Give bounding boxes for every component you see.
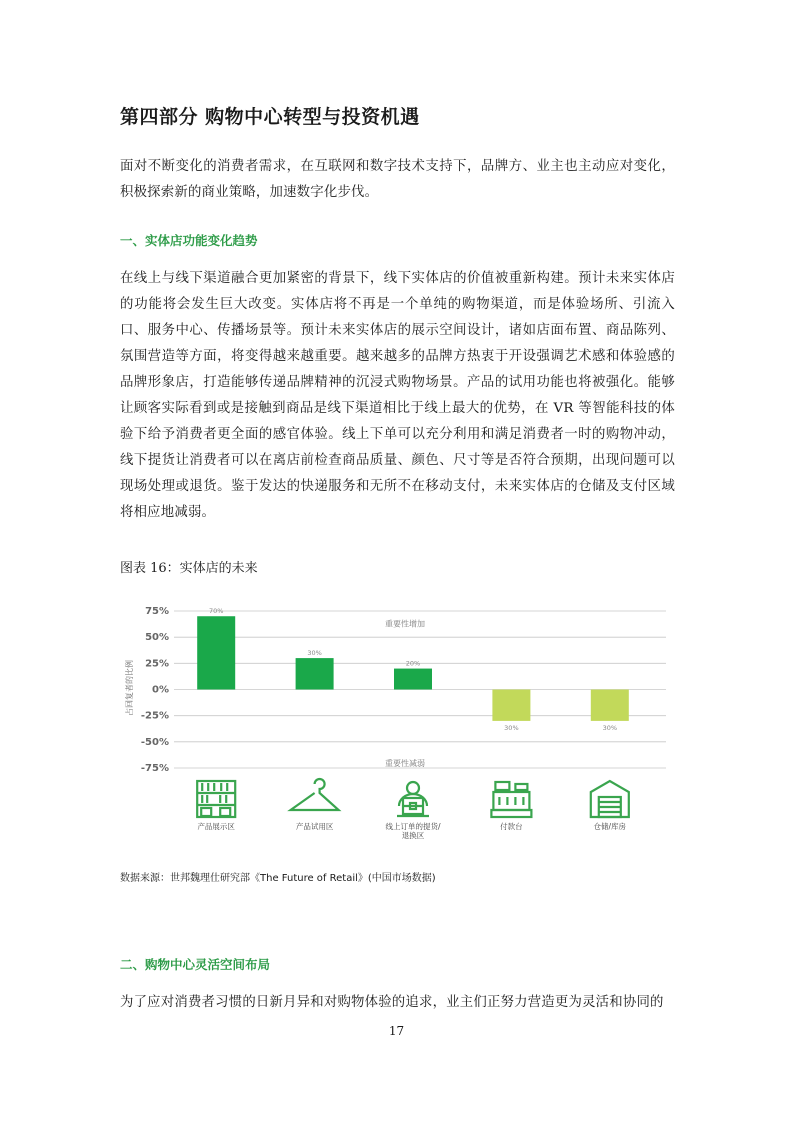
category-label: 退换区 (401, 831, 425, 840)
bar-2 (296, 658, 334, 689)
bar-4 (492, 690, 530, 721)
y-tick-label: 25% (145, 658, 169, 670)
y-tick-label: 50% (145, 632, 169, 644)
y-tick-label: 0% (152, 684, 169, 696)
figure-caption: 图表 16：实体店的未来 (120, 561, 258, 576)
data-label: 30% (307, 649, 322, 658)
future-of-store-chart (110, 596, 680, 846)
category-label: 产品展示区 (197, 822, 235, 831)
cash-register-icon (491, 782, 531, 817)
data-label: 20% (405, 659, 421, 668)
hanger-icon (291, 779, 339, 810)
data-source: 数据来源：世邦魏理仕研究部《The Future of Retail》(中国市场数据) (120, 873, 436, 884)
section-2-title: 二、购物中心灵活空间布局 (120, 957, 271, 972)
bar-3 (394, 669, 432, 690)
page-number: 17 (388, 1024, 405, 1038)
data-label: 30% (602, 723, 618, 732)
y-tick-label: -50% (140, 736, 169, 748)
y-tick-label: 75% (145, 606, 169, 617)
page-heading: 第四部分 购物中心转型与投资机遇 (120, 106, 420, 128)
category-label: 产品试用区 (295, 822, 334, 831)
section-2-body: 为了应对消费者习惯的日新月异和对购物体验的追求，业主们正努力营造更为灵活和协同的 (120, 995, 664, 1010)
data-label: 70% (208, 607, 224, 616)
category-label: 仓储/库房 (593, 822, 627, 831)
warehouse-icon (591, 781, 629, 817)
pickup-box-icon (397, 782, 429, 816)
bar-5 (591, 690, 629, 721)
annotation-increase: 重要性增加 (385, 619, 425, 629)
y-tick-label: -25% (140, 710, 169, 722)
y-axis-label: 占回复者的比例 (125, 660, 134, 716)
y-tick-label: -75% (140, 763, 169, 774)
category-label: 线上订单的提货/ (385, 822, 441, 831)
intro-paragraph: 面对不断变化的消费者需求，在互联网和数字技术支持下，品牌方、业主也主动应对变化，积极探索新的商业策略，加速数字化步伐。 (120, 159, 675, 200)
annotation-decrease: 重要性减弱 (385, 758, 425, 768)
section-1-title: 一、实体店功能变化趋势 (120, 233, 258, 248)
section-1-body: 在线上与线下渠道融合更加紧密的背景下，线下实体店的价值被重新构建。预计未来实体店的功能将会发生巨大改变。实体店将不再是一个单纯的购物渠道，而是体验场所、引流入口、服务中心、传播场景等。预计未来实体店的展示空间设计，诸如店面布置、商品陈列、氛围营造等方面，将变得越来越重要。越来越多的品牌方热衷于开设强调艺术感和体验感的品牌形象店，打造能够传递品牌精神的沉浸式购物场景。产品的试用功能也将被强化。能够让顾客实际看到或是接触到商品是线下渠道相比于线上最大的优势，在 VR 等智能科技的体验下给予消费者更全面的感官体验。线上下单可以充分利用和满足消费者一时的购物冲动，线下提货让消费者可以在离店前检查商品质量、颜色、尺寸等是否符合预期，出现问题可以现场处理或退货。鉴于发达的快递服务和无所不在移动支付，未来实体店的仓储及支付区域将相应地减弱。 (120, 271, 675, 520)
shelf-icon (197, 781, 235, 817)
category-label: 付款台 (500, 822, 523, 831)
data-label: 30% (504, 723, 519, 732)
bar-1 (197, 616, 235, 689)
